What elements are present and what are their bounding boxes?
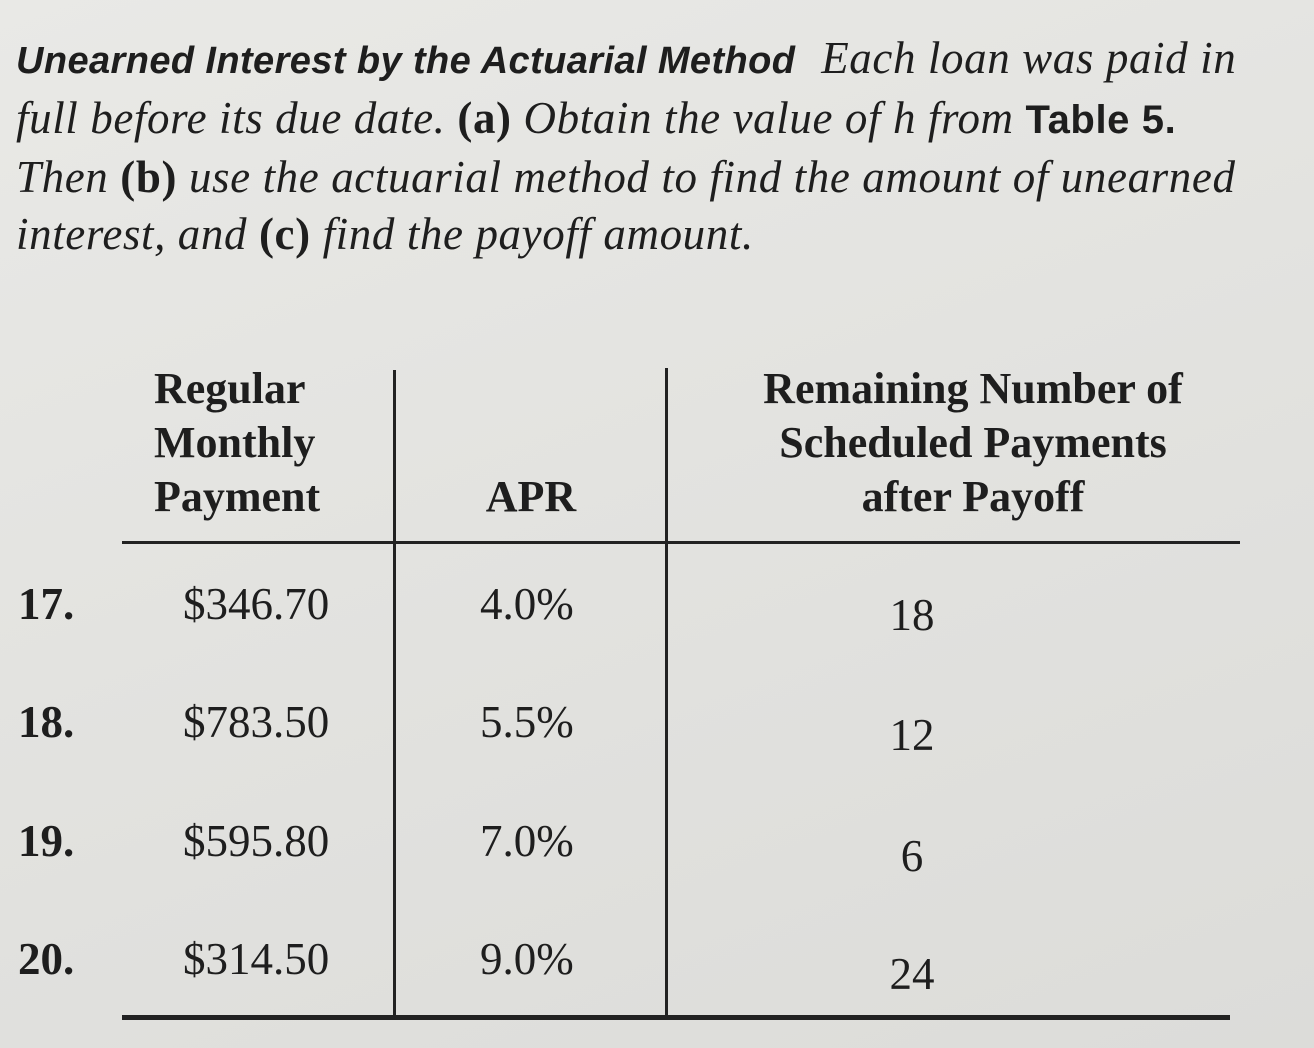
row-apr: 7.0%: [480, 816, 574, 866]
header-apr: APR: [485, 472, 577, 521]
row-remaining: 24: [889, 949, 935, 999]
header-remaining-line-1: Remaining Number of: [763, 364, 1183, 413]
problem-heading: Unearned Interest by the Actuarial Method: [16, 40, 796, 82]
row-payment: $595.80: [183, 816, 330, 866]
row-apr: 9.0%: [480, 934, 574, 984]
row-number: 20.: [18, 934, 75, 984]
header-payment-line-1: Regular: [154, 364, 306, 413]
header-payment-line-3: Payment: [154, 472, 321, 521]
table-reference: Table 5.: [1025, 98, 1177, 142]
row-remaining: 12: [889, 710, 935, 760]
problem-text-4: use the actuarial method to find the amount of unearned interest, and: [16, 152, 1236, 259]
part-b-label: (b): [120, 152, 178, 202]
column-divider-2: [665, 368, 668, 1020]
row-number: 19.: [18, 816, 75, 866]
column-divider-1: [393, 370, 396, 1020]
header-payment-line-2: Monthly: [154, 418, 316, 467]
row-payment: $783.50: [183, 697, 330, 747]
header-rule: [122, 541, 1240, 544]
problem-text-2: Obtain the value of h from: [523, 93, 1014, 143]
part-c-label: (c): [258, 209, 311, 259]
table-bottom-rule: [122, 1015, 1230, 1020]
part-a-label: (a): [457, 93, 512, 143]
row-apr: 5.5%: [480, 697, 574, 747]
header-remaining-line-2: Scheduled Payments: [779, 418, 1167, 467]
row-remaining: 18: [889, 590, 935, 640]
problem-text-5: find the payoff amount.: [322, 209, 754, 259]
header-remaining-line-3: after Payoff: [861, 472, 1085, 521]
row-number: 18.: [18, 697, 75, 747]
row-remaining: 6: [900, 831, 924, 881]
header-remaining-payments: [668, 362, 1278, 524]
row-payment: $314.50: [183, 934, 330, 984]
row-number: 17.: [18, 579, 75, 629]
row-payment: $346.70: [183, 579, 330, 629]
header-regular-monthly-payment: [130, 362, 360, 524]
problem-statement: [16, 30, 1256, 263]
row-apr: 4.0%: [480, 579, 574, 629]
problem-text-3: Then: [16, 152, 109, 202]
problem-text-1: Each loan was paid in full before its due date.: [16, 33, 1237, 143]
